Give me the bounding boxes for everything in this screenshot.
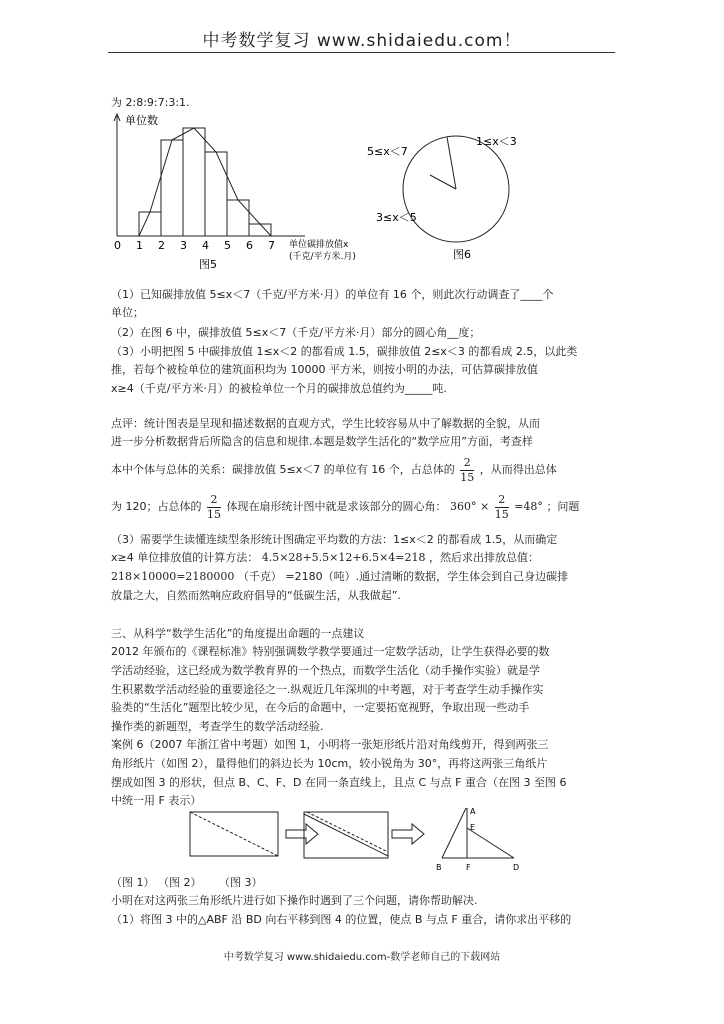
point-label-a: A xyxy=(470,808,476,816)
point-label-b: B xyxy=(436,863,442,872)
comment-line-7-unit: （千克） xyxy=(237,570,282,583)
ratio-line: 为 2:8:9:7:3:1. xyxy=(111,96,190,109)
comment-line-6 xyxy=(111,549,617,567)
section-3-paragraph-line-1: 2012 年颁布的《课程标准》特别强调数学教学要通过一定数学活动，让学生获得必要的数 xyxy=(111,645,550,658)
arrow-1-icon xyxy=(286,824,318,844)
histogram-title: 图5 xyxy=(199,258,217,271)
paper-cut-figures xyxy=(110,808,540,878)
question-1-line-1: （1）已知碳排放值 5≤x＜7（千克/平方米·月）的单位有 16 个，则此次行动调查了____个 xyxy=(111,288,554,301)
formula-218: 4.5×28+5.5×12+6.5×4=218 xyxy=(261,551,426,564)
pie-figure-6 xyxy=(360,128,560,268)
y-axis-label: 单位数 xyxy=(125,114,158,127)
caption-figure-2: （图 2） xyxy=(158,876,202,889)
question-3-line-2: 推，若每个被检单位的建筑面积均为 10000 平方米，则按小明的办法，可估算碳排放值 xyxy=(111,363,538,376)
formula-360: 360° × xyxy=(450,500,490,513)
question-3-line-1: （3）小明把图 5 中碳排放值 1≤x＜2 的都看成 1.5，碳排放值 2≤x＜3 的都看成 2.5，以此类 xyxy=(111,345,578,358)
histogram-bar xyxy=(227,200,249,236)
comment-line-2: 进一步分析数据背后所隐含的信息和规律.本题是数学生活化的“数学应用”方面，考查样 xyxy=(111,435,533,448)
page-footer: 中考数学复习 www.shidaiedu.com-数学老师自己的下载网站 xyxy=(223,952,501,963)
comment-line-5: （3）需要学生读懂连续型条形统计图确定平均数的方法：1≤x＜2 的都看成 1.5，从而确定 xyxy=(111,533,558,546)
histogram-bar xyxy=(205,152,227,236)
comment-line-4 xyxy=(111,492,617,522)
figure-captions xyxy=(111,874,617,892)
example-6-line-3: 摆成如图 3 的形状，但点 B、C、F、D 在同一条直线上，且点 C 与点 F 重合（在图 3 至图 6 xyxy=(111,776,567,789)
fraction-numerator: 2 xyxy=(460,456,474,471)
fraction-denominator: 15 xyxy=(460,470,475,484)
histogram-bar xyxy=(183,128,205,236)
pie-label-1-3: 1≤x＜3 xyxy=(476,135,517,148)
example-6-line-1: 案例 6（2007 年浙江省中考题）如图 1，小明将一张矩形纸片沿对角线剪开，得到两张三 xyxy=(111,738,549,751)
comment-line-1: 点评：统计图表是呈现和描述数据的直观方式，学生比较容易从中了解数据的全貌，从而 xyxy=(111,417,540,430)
x-tick-label: 1 xyxy=(136,239,143,252)
x-tick-label: 5 xyxy=(224,239,231,252)
histogram-bar xyxy=(249,224,271,236)
comment-line-7 xyxy=(111,568,617,586)
question-2: （2）在图 6 中，碳排放值 5≤x＜7（千克/平方米·月）部分的圆心角__度； xyxy=(111,326,481,339)
section-3-paragraph-line-3: 生积累数学活动经验的重要途径之一.纵观近几年深圳的中考题，对于考查学生动手操作实 xyxy=(111,683,544,696)
figure-2-cut-2 xyxy=(307,812,388,852)
example-6-line-4: 中统一用 F 表示） xyxy=(111,794,202,807)
question-1-line-2: 单位； xyxy=(111,306,144,319)
pie-title: 图6 xyxy=(453,248,471,261)
fraction-denominator: 15 xyxy=(494,507,509,521)
x-axis-unit: (千克/平方米.月) xyxy=(289,252,356,262)
figure-1-diagonal xyxy=(190,812,278,856)
comment-line-6-tail: ，然后求出排放总值： xyxy=(429,551,540,564)
comment-line-7-tail: =2180（吨）.通过清晰的数据，学生体会到自己身边碳排 xyxy=(285,570,569,583)
histogram-bar xyxy=(139,212,161,236)
question-3-line-3: x≥4（千克/平方米·月）的被检单位一个月的碳排放总值约为_____吨. xyxy=(111,382,447,395)
pie-radius-2 xyxy=(430,175,456,189)
fraction-numerator: 2 xyxy=(495,493,509,508)
point-label-d: D xyxy=(513,863,520,872)
comment-line-8: 放量之大，自然而然响应政府倡导的“低碳生活，从我做起”. xyxy=(111,589,401,602)
comment-line-6-text: x≥4 单位排放值的计算方法： xyxy=(111,551,259,564)
x-axis-label: 单位碳排放值x xyxy=(289,240,349,250)
point-label-e: E xyxy=(470,823,476,832)
section-3-paragraph-line-2: 学活动经验，这已经成为数学教育界的一个热点，而数学生活化（动手操作实验）就是学 xyxy=(111,664,540,677)
x-tick-label: 3 xyxy=(180,239,187,252)
x-tick-label: 7 xyxy=(268,239,275,252)
caption-figure-3: （图 3） xyxy=(219,876,263,889)
header-divider xyxy=(108,52,615,53)
pie-radius-1 xyxy=(447,137,456,189)
arrow-2-icon xyxy=(392,824,424,844)
histogram-bar xyxy=(161,140,183,236)
page-header-title: 中考数学复习 www.shidaiedu.com！ xyxy=(202,31,522,51)
tail-line-2: （1）将图 3 中的△ABF 沿 BD 向右平移到图 4 的位置，使点 B 与点 F 重合，请你求出平移的 xyxy=(111,913,572,926)
fraction-2-15-c xyxy=(495,493,509,522)
figure-1-rectangle xyxy=(190,812,278,856)
tail-line-1: 小明在对这两张三角形纸片进行如下操作时遇到了三个问题，请你帮助解决. xyxy=(111,894,478,907)
fraction-numerator: 2 xyxy=(207,493,221,508)
x-tick-label: 6 xyxy=(246,239,253,252)
histogram-figure-5 xyxy=(105,108,375,278)
comment-line-3-tail: ，从而得出总体 xyxy=(479,463,557,476)
x-tick-label: 2 xyxy=(158,239,165,252)
point-label-f: F xyxy=(466,863,471,872)
fraction-denominator: 15 xyxy=(207,507,221,521)
comment-line-4-mid: 体现在扇形统计图中就是求该部分的圆心角： xyxy=(226,500,447,513)
comment-line-4-tail: ；问题 xyxy=(546,500,580,513)
comment-line-3-text: 本中个体与总体的关系：碳排放值 5≤x＜7 的单位有 16 个，占总体的 xyxy=(111,463,455,476)
pie-label-5-7: 5≤x＜7 xyxy=(367,145,408,158)
figure-3-side-ab xyxy=(442,808,467,858)
x-tick-label: 0 xyxy=(114,239,121,252)
caption-figure-1: （图 1） xyxy=(111,876,155,889)
formula-2180000: 218×10000=2180000 xyxy=(111,570,235,583)
pie-label-3-5: 3≤x＜5 xyxy=(376,211,417,224)
example-6-line-2: 角形纸片（如图 2），量得他们的斜边长为 10cm，较小锐角为 30°，再将这两张三角纸片 xyxy=(111,757,548,770)
comment-line-3 xyxy=(111,455,617,485)
comment-line-4-text: 为 120；占总体的 xyxy=(111,500,202,513)
fraction-2-15-a xyxy=(460,456,474,485)
figure-3-side-ed xyxy=(467,828,514,858)
formula-48: =48° xyxy=(514,500,543,513)
section-3-paragraph-line-4: 验类的“生活化”题型比较少见，在今后的命题中，一定要拓宽视野，争取出现一些动手 xyxy=(111,701,530,714)
section-3-heading: 三、从科学“数学生活化”的角度提出命题的一点建议 xyxy=(111,627,365,640)
x-tick-label: 4 xyxy=(202,239,209,252)
section-3-paragraph-line-5: 操作类的新题型，考查学生的数学活动经验. xyxy=(111,720,324,733)
fraction-2-15-b xyxy=(207,493,221,522)
